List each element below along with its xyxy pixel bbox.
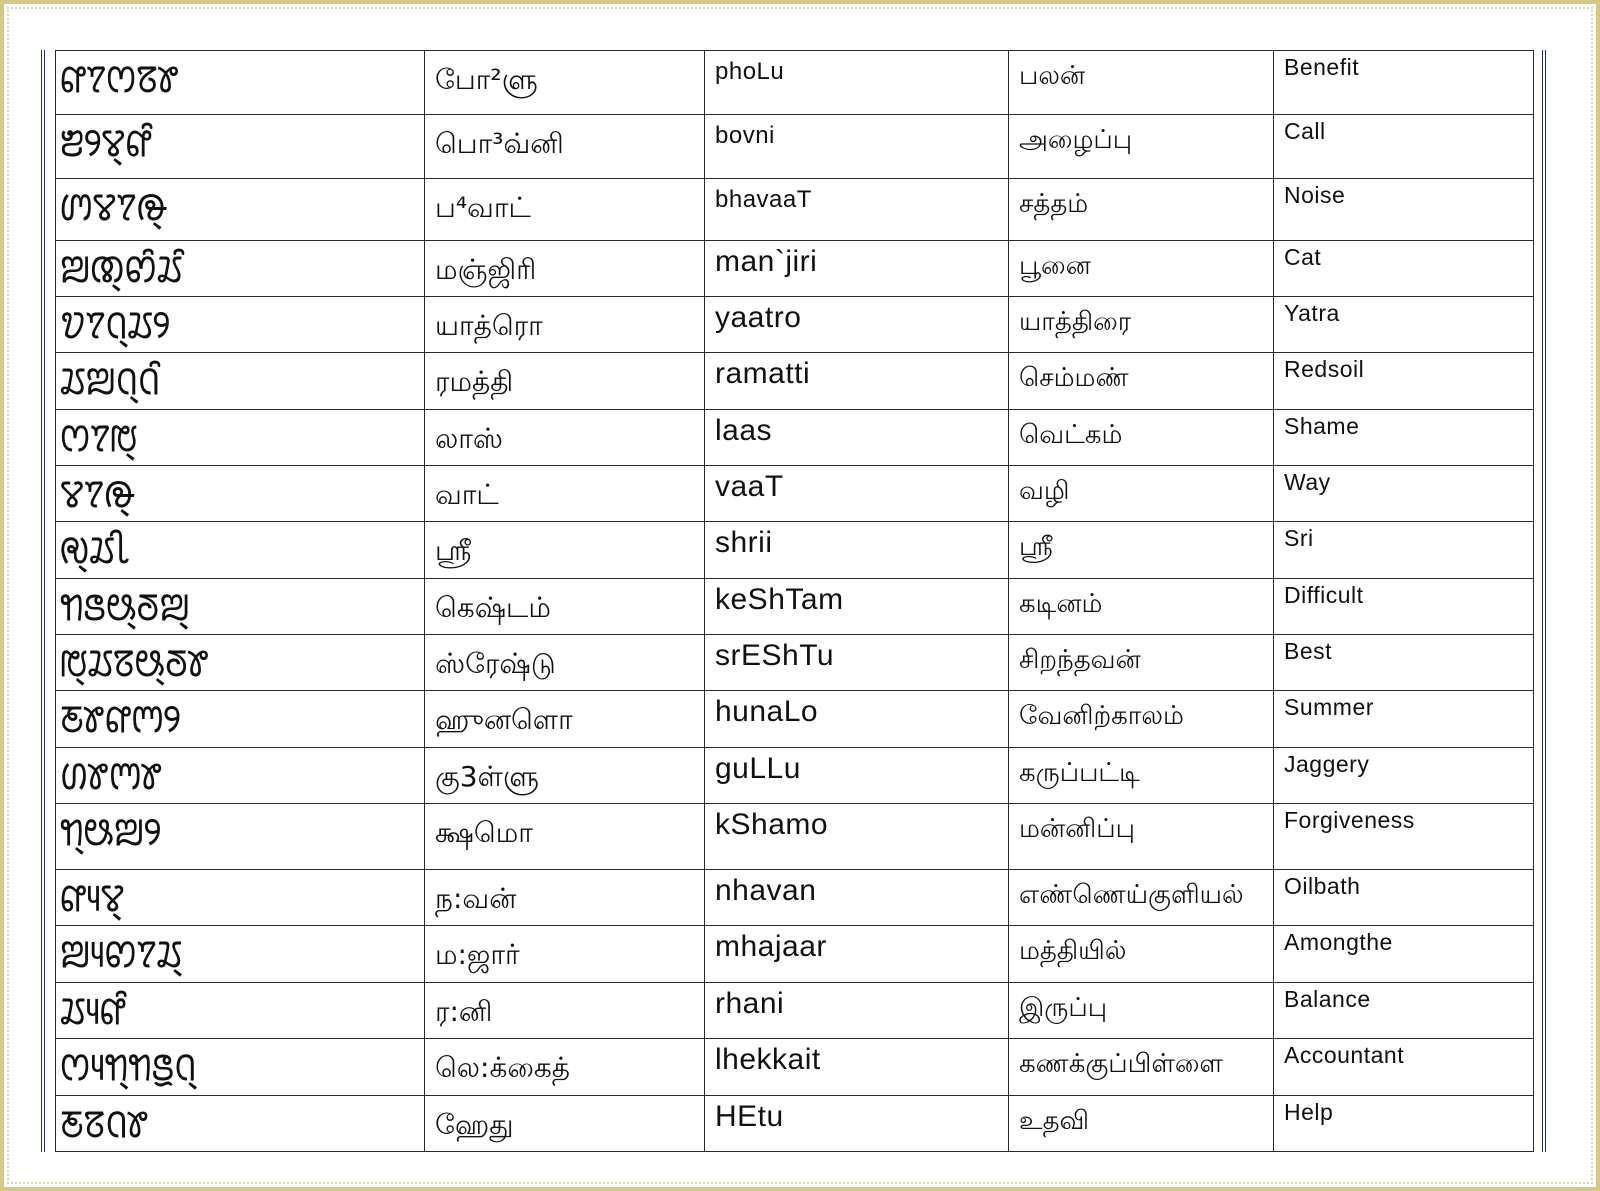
english-meaning-cell: Shame: [1274, 409, 1534, 465]
table-row: [56, 115, 1534, 179]
table-row: [56, 925, 1534, 982]
english-meaning-cell: Cat: [1274, 240, 1534, 296]
tamil-meaning-cell: வெட்கம்: [1009, 409, 1274, 465]
table-row: [56, 1095, 1534, 1151]
tamil-script-reading-cell: யாத்ரொ: [425, 296, 705, 352]
saurashtra-word-cell: ꢬꢪꢡ꣄ꢡꢶ: [56, 352, 425, 409]
tamil-meaning-cell: உதவி: [1009, 1095, 1274, 1151]
tamil-script-reading-cell: ஹேது: [425, 1095, 705, 1151]
table-row: [56, 51, 1534, 115]
transliteration-cell: hunaLo: [705, 691, 1009, 748]
table-row: [56, 352, 1534, 409]
table-row: [56, 296, 1534, 352]
table-row: [56, 579, 1534, 635]
tamil-script-reading-cell: ர:னி: [425, 982, 705, 1038]
table-row: [56, 804, 1534, 869]
transliteration-cell: bovni: [705, 115, 1009, 179]
english-meaning-cell: Noise: [1274, 179, 1534, 240]
saurashtra-word-cell: ꢒꢺꢰ꣄ꢜꢪ꣄: [56, 579, 425, 635]
tamil-script-reading-cell: போ²ளு: [425, 51, 705, 115]
tamil-script-reading-cell: கெஷ்டம்: [425, 579, 705, 635]
english-meaning-cell: Oilbath: [1274, 869, 1534, 925]
tamil-script-reading-cell: கு3ள்ளு: [425, 748, 705, 804]
saurashtra-word-cell: ꢲꢸꢥꢳꢾ: [56, 691, 425, 748]
tamil-meaning-cell: எண்ணெய்குளியல்: [1009, 869, 1274, 925]
english-meaning-cell: Difficult: [1274, 579, 1534, 635]
english-meaning-cell: Forgiveness: [1274, 804, 1534, 869]
table-row: [56, 465, 1534, 521]
transliteration-cell: rhani: [705, 982, 1009, 1038]
english-meaning-cell: Sri: [1274, 521, 1534, 578]
transliteration-cell: bhavaaT: [705, 179, 1009, 240]
tamil-script-reading-cell: ம:ஜார்: [425, 925, 705, 982]
tamil-script-reading-cell: ஹுனளொ: [425, 691, 705, 748]
tamil-meaning-cell: கணக்குப்பிள்ளை: [1009, 1038, 1274, 1095]
english-meaning-cell: Yatra: [1274, 296, 1534, 352]
table-row: [56, 869, 1534, 925]
saurashtra-word-cell: ꢲꢿꢡꢸ: [56, 1095, 425, 1151]
tamil-meaning-cell: யாத்திரை: [1009, 296, 1274, 352]
transliteration-cell: yaatro: [705, 296, 1009, 352]
tamil-meaning-cell: மத்தியில்: [1009, 925, 1274, 982]
transliteration-cell: shrii: [705, 521, 1009, 578]
tamil-script-reading-cell: மஞ்ஜிரி: [425, 240, 705, 296]
saurashtra-word-cell: ꢱ꣄ꢬꢿꢰ꣄ꢜꢸ: [56, 635, 425, 691]
table-row: [56, 240, 1534, 296]
tamil-meaning-cell: வழி: [1009, 465, 1274, 521]
saurashtra-word-cell: ꢪꢚ꣄ꢙꢶꢬꢶ: [56, 240, 425, 296]
saurashtra-word-cell: ꢪꢴꢙꢵꢬ꣄: [56, 925, 425, 982]
saurashtra-word-cell: ꢯ꣄ꢬꢷ: [56, 521, 425, 578]
saurashtra-word-cell: ꢫꢵꢡ꣄ꢬꢾ: [56, 296, 425, 352]
vocabulary-table-body: [56, 51, 1534, 1152]
tamil-meaning-cell: அழைப்பு: [1009, 115, 1274, 179]
english-meaning-cell: Summer: [1274, 691, 1534, 748]
transliteration-cell: mhajaar: [705, 925, 1009, 982]
tamil-script-reading-cell: லெ:க்கைத்: [425, 1038, 705, 1095]
table-row: [56, 982, 1534, 1038]
transliteration-cell: guLLu: [705, 748, 1009, 804]
english-meaning-cell: Amongthe: [1274, 925, 1534, 982]
tamil-meaning-cell: சத்தம்: [1009, 179, 1274, 240]
table-row: [56, 409, 1534, 465]
english-meaning-cell: Jaggery: [1274, 748, 1534, 804]
tamil-meaning-cell: ஶ்ரீ: [1009, 521, 1274, 578]
tamil-meaning-cell: இருப்பு: [1009, 982, 1274, 1038]
english-meaning-cell: Best: [1274, 635, 1534, 691]
tamil-meaning-cell: சிறந்தவன்: [1009, 635, 1274, 691]
transliteration-cell: vaaT: [705, 465, 1009, 521]
tamil-script-reading-cell: ஸ்ரேஷ்டு: [425, 635, 705, 691]
english-meaning-cell: Benefit: [1274, 51, 1534, 115]
transliteration-cell: ramatti: [705, 352, 1009, 409]
tamil-script-reading-cell: ப⁴வாட்: [425, 179, 705, 240]
saurashtra-word-cell: ꢨꢾꢮ꣄ꢥꢶ: [56, 115, 425, 179]
saurashtra-word-cell: ꢭꢴꢒ꣄ꢒꢻꢡ꣄: [56, 1038, 425, 1095]
tamil-meaning-cell: கடினம்: [1009, 579, 1274, 635]
tamil-script-reading-cell: ந:வன்: [425, 869, 705, 925]
table-row: [56, 179, 1534, 240]
english-meaning-cell: Way: [1274, 465, 1534, 521]
transliteration-cell: man`jiri: [705, 240, 1009, 296]
tamil-script-reading-cell: வாட்: [425, 465, 705, 521]
tamil-script-reading-cell: ஶ்ரீ: [425, 521, 705, 578]
tamil-meaning-cell: பலன்: [1009, 51, 1274, 115]
tamil-meaning-cell: பூனை: [1009, 240, 1274, 296]
english-meaning-cell: Help: [1274, 1095, 1534, 1151]
saurashtra-word-cell: ꢭꢵꢱ꣄: [56, 409, 425, 465]
table-row: [56, 1038, 1534, 1095]
table-row: [56, 691, 1534, 748]
transliteration-cell: kShamo: [705, 804, 1009, 869]
saurashtra-word-cell: ꢥꢵꢭꢿꢸ: [56, 51, 425, 115]
transliteration-cell: srEShTu: [705, 635, 1009, 691]
vocabulary-table: [55, 50, 1534, 1152]
english-meaning-cell: Accountant: [1274, 1038, 1534, 1095]
english-meaning-cell: Redsoil: [1274, 352, 1534, 409]
tamil-meaning-cell: வேனிற்காலம்: [1009, 691, 1274, 748]
saurashtra-word-cell: ꢬꢴꢥꢶ: [56, 982, 425, 1038]
english-meaning-cell: Balance: [1274, 982, 1534, 1038]
tamil-script-reading-cell: க்ஷமொ: [425, 804, 705, 869]
table-row: [56, 748, 1534, 804]
transliteration-cell: lhekkait: [705, 1038, 1009, 1095]
saurashtra-word-cell: ꢒ꣄ꢰꢪꢾ: [56, 804, 425, 869]
tamil-meaning-cell: செம்மண்: [1009, 352, 1274, 409]
transliteration-cell: keShTam: [705, 579, 1009, 635]
saurashtra-word-cell: ꢔꢸꢳꢸ: [56, 748, 425, 804]
saurashtra-word-cell: ꢮꢵꢛ꣄: [56, 465, 425, 521]
vocabulary-table-frame: [41, 50, 1546, 1152]
tamil-script-reading-cell: லாஸ்: [425, 409, 705, 465]
transliteration-cell: nhavan: [705, 869, 1009, 925]
transliteration-cell: HEtu: [705, 1095, 1009, 1151]
transliteration-cell: laas: [705, 409, 1009, 465]
tamil-meaning-cell: கருப்பட்டி: [1009, 748, 1274, 804]
table-row: [56, 635, 1534, 691]
transliteration-cell: phoLu: [705, 51, 1009, 115]
english-meaning-cell: Call: [1274, 115, 1534, 179]
saurashtra-word-cell: ꢩꢮꢵꢛ꣄: [56, 179, 425, 240]
table-row: [56, 521, 1534, 578]
tamil-script-reading-cell: ரமத்தி: [425, 352, 705, 409]
saurashtra-word-cell: ꢥꢴꢮ꣄: [56, 869, 425, 925]
tamil-script-reading-cell: பொ³வ்னி: [425, 115, 705, 179]
tamil-meaning-cell: மன்னிப்பு: [1009, 804, 1274, 869]
